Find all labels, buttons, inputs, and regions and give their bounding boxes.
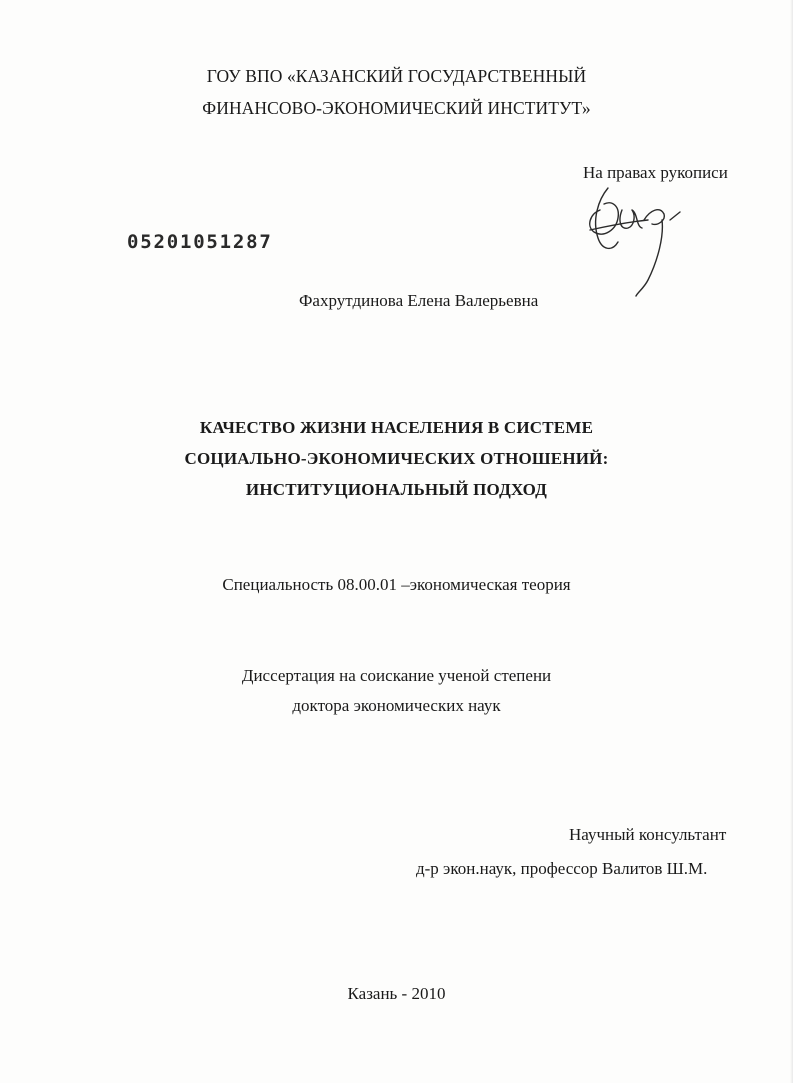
title-line2: СОЦИАЛЬНО-ЭКОНОМИЧЕСКИХ ОТНОШЕНИЙ: bbox=[184, 449, 609, 468]
title-line3: ИНСТИТУЦИОНАЛЬНЫЙ ПОДХОД bbox=[245, 480, 548, 499]
author-name: Фахрутдинова Елена Валерьевна bbox=[299, 291, 539, 310]
consultant-name: д-р экон.наук, профессор Валитов Ш.М. bbox=[416, 859, 708, 878]
manuscript-note: На правах рукописи bbox=[583, 163, 728, 182]
title-line1: КАЧЕСТВО ЖИЗНИ НАСЕЛЕНИЯ В СИСТЕМЕ bbox=[199, 418, 594, 437]
city-year: Казань - 2010 bbox=[347, 984, 446, 1003]
dissertation-line2: доктора экономических наук bbox=[292, 696, 501, 715]
handwritten-signature bbox=[578, 180, 698, 300]
institute-name-line2: ФИНАНСОВО-ЭКОНОМИЧЕСКИЙ ИНСТИТУТ» bbox=[202, 98, 591, 118]
catalog-number: 05201051287 bbox=[127, 231, 273, 253]
dissertation-line1: Диссертация на соискание ученой степени bbox=[241, 666, 552, 685]
institute-name-line1: ГОУ ВПО «КАЗАНСКИЙ ГОСУДАРСТВЕННЫЙ bbox=[206, 66, 587, 86]
consultant-label: Научный консультант bbox=[569, 825, 727, 844]
specialty-line: Специальность 08.00.01 –экономическая теория bbox=[222, 575, 571, 594]
